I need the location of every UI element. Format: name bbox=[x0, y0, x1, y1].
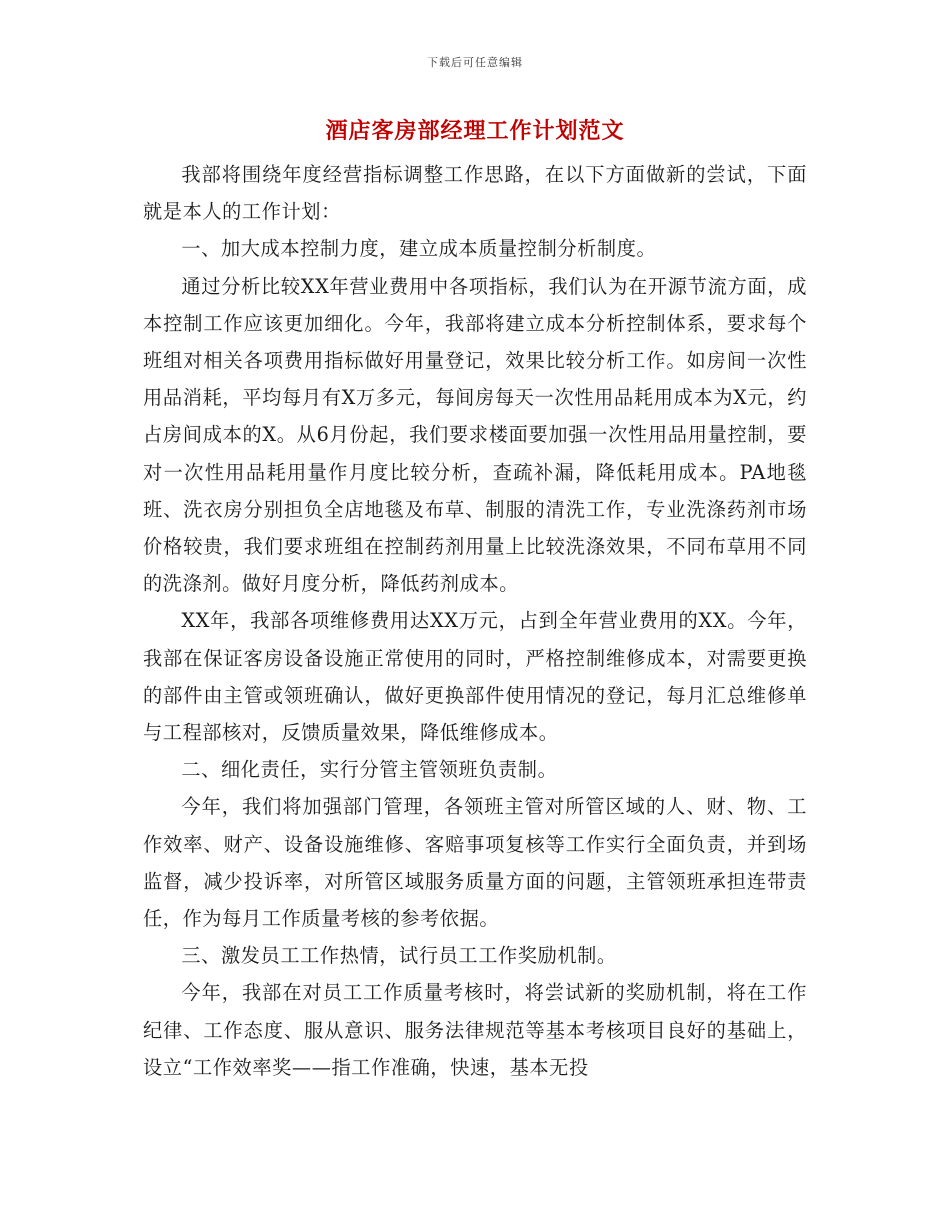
paragraph-maintenance: XX年，我部各项维修费用达XX万元，占到全年营业费用的XX。今年，我部在保证客房设备设施正常使用的同时，严格控制维修成本，对需要更换的部件由主管或领班确认，做好更换部件使用情况的登记，每月汇总维修单与工程部核对，反馈质量效果，降低维修成本。 bbox=[143, 609, 807, 745]
document-title: 酒店客房部经理工作计划范文 bbox=[325, 118, 625, 144]
paragraph-responsibility: 今年，我们将加强部门管理，各领班主管对所管区域的人、财、物、工作效率、财产、设备设施维修、客赔事项复核等工作实行全面负责，并到场监督，减少投诉率，对所管区域服务质量方面的问题，主管领班承担连带责任，作为每月工作质量考核的参考依据。 bbox=[143, 795, 807, 931]
header-note: 下载后可任意编辑 bbox=[427, 56, 523, 69]
section-heading-3: 三、激发员工工作热情，试行员工工作奖励机制。 bbox=[181, 944, 617, 968]
section-heading-1: 一、加大成本控制力度，建立成本质量控制分析制度。 bbox=[181, 237, 657, 261]
paragraph-cost-control: 通过分析比较XX年营业费用中各项指标，我们认为在开源节流方面，成本控制工作应该更加细化。今年，我部将建立成本分析控制体系，要求每个班组对相关各项费用指标做好用量登记，效果比较分析工作。如房间一次性用品消耗，平均每月有X万多元，每间房每天一次性用品耗用成本为X元，约占房间成本的X。从6月份起，我们要求楼面要加强一次性用品用量控制，要对一次性用品耗用量作月度比较分析，查疏补漏，降低耗用成本。PA地毯班、洗衣房分别担负全店地毯及布草、制服的清洗工作，专业洗涤药剂市场价格较贵，我们要求班组在控制药剂用量上比较洗涤效果，不同布草用不同的洗涤剂。做好月度分析，降低药剂成本。 bbox=[143, 274, 807, 596]
paragraph-intro: 我部将围绕年度经营指标调整工作思路，在以下方面做新的尝试，下面就是本人的工作计划： bbox=[143, 163, 807, 224]
paragraph-incentive: 今年，我部在对员工工作质量考核时，将尝试新的奖励机制，将在工作纪律、工作态度、服从意识、服务法律规范等基本考核项目良好的基础上，设立“工作效率奖——指工作准确，快速，基本无投 bbox=[143, 981, 807, 1079]
document-body bbox=[143, 156, 807, 1086]
section-heading-2: 二、细化责任，实行分管主管领班负责制。 bbox=[181, 758, 558, 782]
